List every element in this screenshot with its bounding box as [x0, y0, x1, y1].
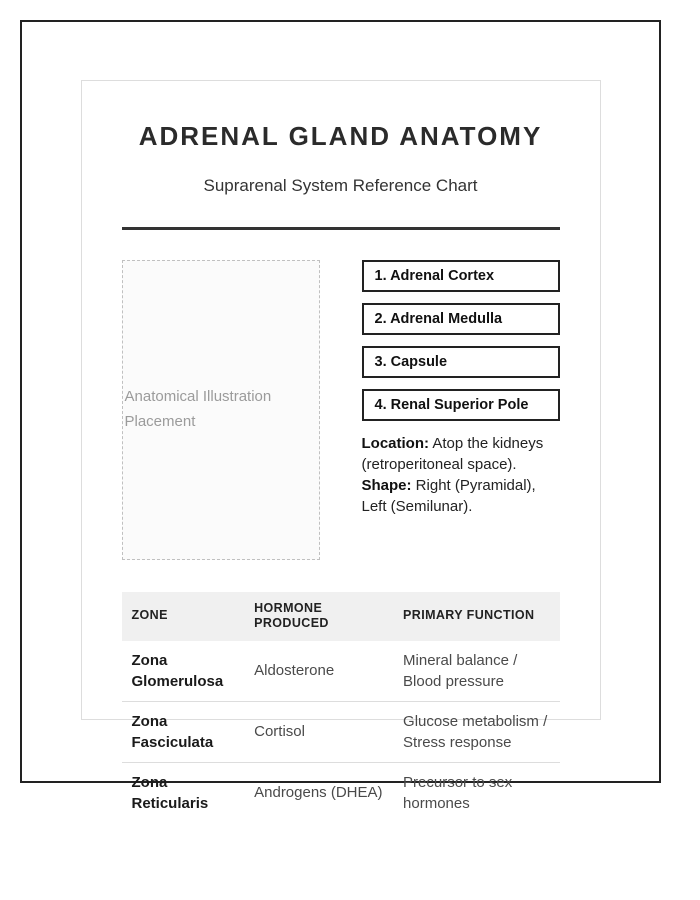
column-header-zone: ZONE: [122, 592, 245, 641]
hormone-cell: Cortisol: [244, 701, 393, 762]
diagram-label-box-adrenal-medulla: [362, 303, 560, 335]
diagram-label-box-adrenal-cortex: [362, 260, 560, 292]
zone-cell: Zona Reticularis: [131, 773, 209, 812]
function-cell: Mineral balance / Blood pressure: [393, 641, 559, 702]
title-divider: [122, 227, 560, 230]
table-header-row: [122, 592, 560, 641]
diagram-labels-column: [362, 260, 560, 560]
diagram-label: 4. Renal Superior Pole: [374, 396, 529, 413]
function-cell: Precursor to sex hormones: [403, 773, 513, 812]
shape-value: Right (Pyramidal), Left (Semilunar).: [361, 476, 536, 515]
column-header-hormone-produced: HORMONE PRODUCED: [244, 592, 393, 641]
table-row: [122, 762, 560, 823]
illustration-placeholder-label: Anatomical Illustration Placement: [124, 387, 272, 430]
page-subtitle: Suprarenal System Reference Chart: [203, 176, 478, 196]
diagram-label: 3. Capsule: [374, 353, 448, 370]
reference-card: [81, 80, 601, 812]
anatomy-section: [122, 260, 560, 560]
page-title: ADRENAL GLAND ANATOMY: [138, 121, 543, 151]
zone-cell: Zona Fasciculata: [122, 701, 245, 762]
shape-label: Shape:: [361, 476, 412, 494]
hormone-cell: Androgens (DHEA): [254, 784, 383, 802]
table-row: [122, 701, 560, 762]
column-header-primary-function: PRIMARY FUNCTION: [393, 592, 559, 641]
location-value: Atop the kidneys (retroperitoneal space).: [361, 434, 544, 473]
page-frame: [20, 20, 661, 812]
location-label: Location:: [361, 434, 429, 452]
hormone-cell: Aldosterone: [244, 641, 393, 702]
diagram-label-box-renal-superior-pole: [362, 389, 560, 421]
diagram-label: 1. Adrenal Cortex: [374, 267, 495, 284]
location-shape-note: [362, 433, 560, 517]
zone-cell: Zona Glomerulosa: [122, 641, 245, 702]
diagram-label: 2. Adrenal Medulla: [374, 310, 503, 327]
diagram-label-box-capsule: [362, 346, 560, 378]
illustration-placeholder: [122, 260, 320, 560]
function-cell: Glucose metabolism / Stress response: [393, 701, 559, 762]
zones-table: [122, 592, 560, 823]
table-row: [122, 641, 560, 702]
